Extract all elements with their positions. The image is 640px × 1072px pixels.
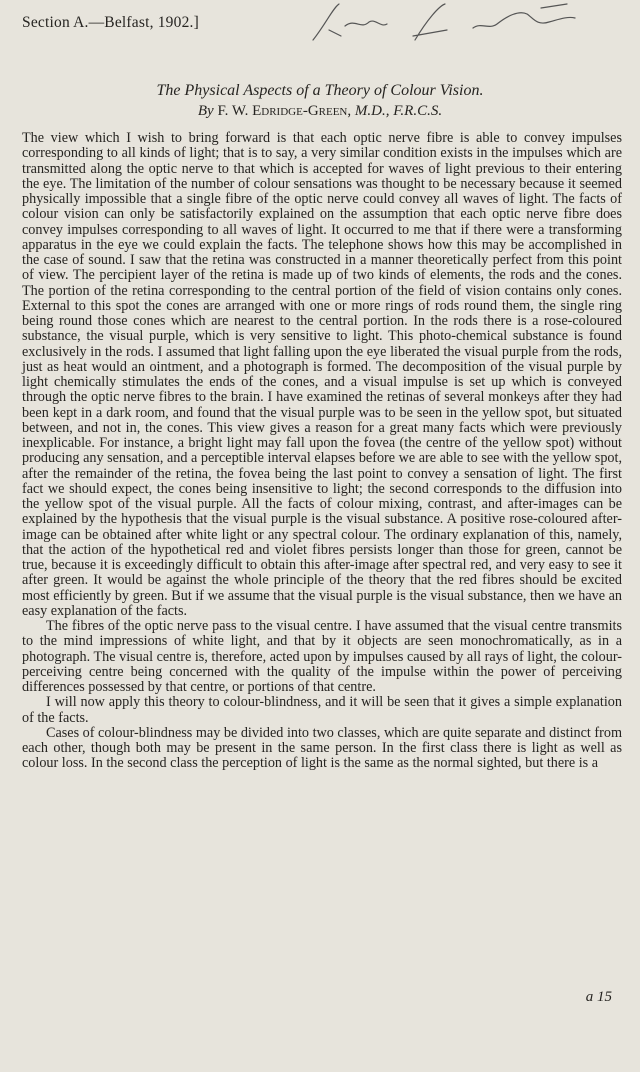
paragraph: Cases of colour-blindness may be divided into two classes, which are quite separate and distinct from each other, though both may be present in the same person. In the first class there is light as well as colour loss. In the second class the perception of light is the same as the normal sighted, but there is a — [22, 724, 622, 772]
page-signature-mark: a 15 — [585, 989, 612, 1005]
author-name: F. W. Edridge-Green, — [217, 103, 352, 119]
article-heading — [0, 82, 640, 120]
article-title: The Physical Aspects of a Theory of Colour Vision. — [156, 82, 484, 99]
handwritten-signature-mark — [305, 0, 595, 46]
article-body — [22, 131, 622, 772]
paragraph: I will now apply this theory to colour-blindness, and it will be seen that it gives a simple explanation of the facts. — [22, 694, 622, 726]
author-degrees: M.D., F.R.C.S. — [354, 103, 443, 119]
paragraph: The view which I wish to bring forward is that each optic nerve fibre is able to convey impulses corresponding to all kinds of light; that is to say, a very similar condition exists in the impulses which are transmitted along the optic nerve to that which is accepted for waves of light previous to their entering the eye. The limitation of the number of colour sensations was thought to be necessary because it seemed physically impossible that a single fibre of the optic nerve could convey all waves of light. The facts of colour vision can only be satisfactorily explained on the assumption that each optic nerve fibre does convey impulses corresponding to all waves of light. It occurred to me that if there were a transforming apparatus in the eye we could explain the facts. The telephone shows how this may be accomplished in the case of sound. I saw that the retina was constructed in a manner theoretically perfect from this point of view. The percipient layer of the retina is made up of two kinds of elements, the rods and the cones. The portion of the retina corresponding to the central portion of the field of vision contains only cones. External to this spot the cones are arranged with one or more rings of rods round them, the single ring being round those cones which are nearest to the central portion. In the rods there is a rose-coloured substance, the visual purple, which is very sensitive to light. This photo-chemical substance is found exclusively in the rods. I assumed that light falling upon the eye liberated the visual purple from the rods, just as heat would an ointment, and a photograph is formed. The decomposition of the visual purple by light chemically stimulates the ends of the cones, and a visual impulse is set up which is conveyed through the optic nerve fibres to the brain. I have examined the retinas of several monkeys after they had been kept in a dark room, and found that the visual purple was to be seen in the yellow spot, but situated between, and not in, the cones. This view gives a reason for a great many facts which were previously inexplicable. For instance, a bright light may fall upon the fovea (the centre of the yellow spot) without producing any sensation, and a perceptible interval elapses before we are able to see with the yellow spot, after the remainder of the retina, the fovea being the last point to convey a sensation of light. The first fact we should expect, the cones being insensitive to light; the second corresponds to the diffusion into the yellow spot of the visual purple. All the facts of colour mixing, contrast, and after-images can be explained by the hypothesis that the visual purple is the visual substance. A positive rose-coloured after-image can be obtained after white light or any spectral colour. The ordinary explanation of this, namely, that the action of the hypothetical red and violet fibres persists longer than those for green, cannot be true, because it is exceedingly difficult to obtain this after-image after spectral red, and very easy to see it after green. It would be against the whole principle of the theory that the red fibres should be excited most efficiently by green. But if we assume that the visual purple is the visual substance, then we have an easy explanation of the facts. — [22, 130, 622, 619]
running-header: Section A.—Belfast, 1902.] — [22, 14, 199, 31]
paragraph: The fibres of the optic nerve pass to the visual centre. I have assumed that the visual centre transmits to the mind impressions of white light, and that by it objects are seen monochromatically, as in a photograph. The visual centre is, therefore, acted upon by impulses caused by all rays of light, the colour-perceiving centre being concerned with the quality of the impulse within the power of perceiving differences possessed by that centre, or portions of that centre. — [22, 618, 622, 695]
byline-prefix: By — [197, 103, 214, 119]
byline — [0, 103, 640, 120]
